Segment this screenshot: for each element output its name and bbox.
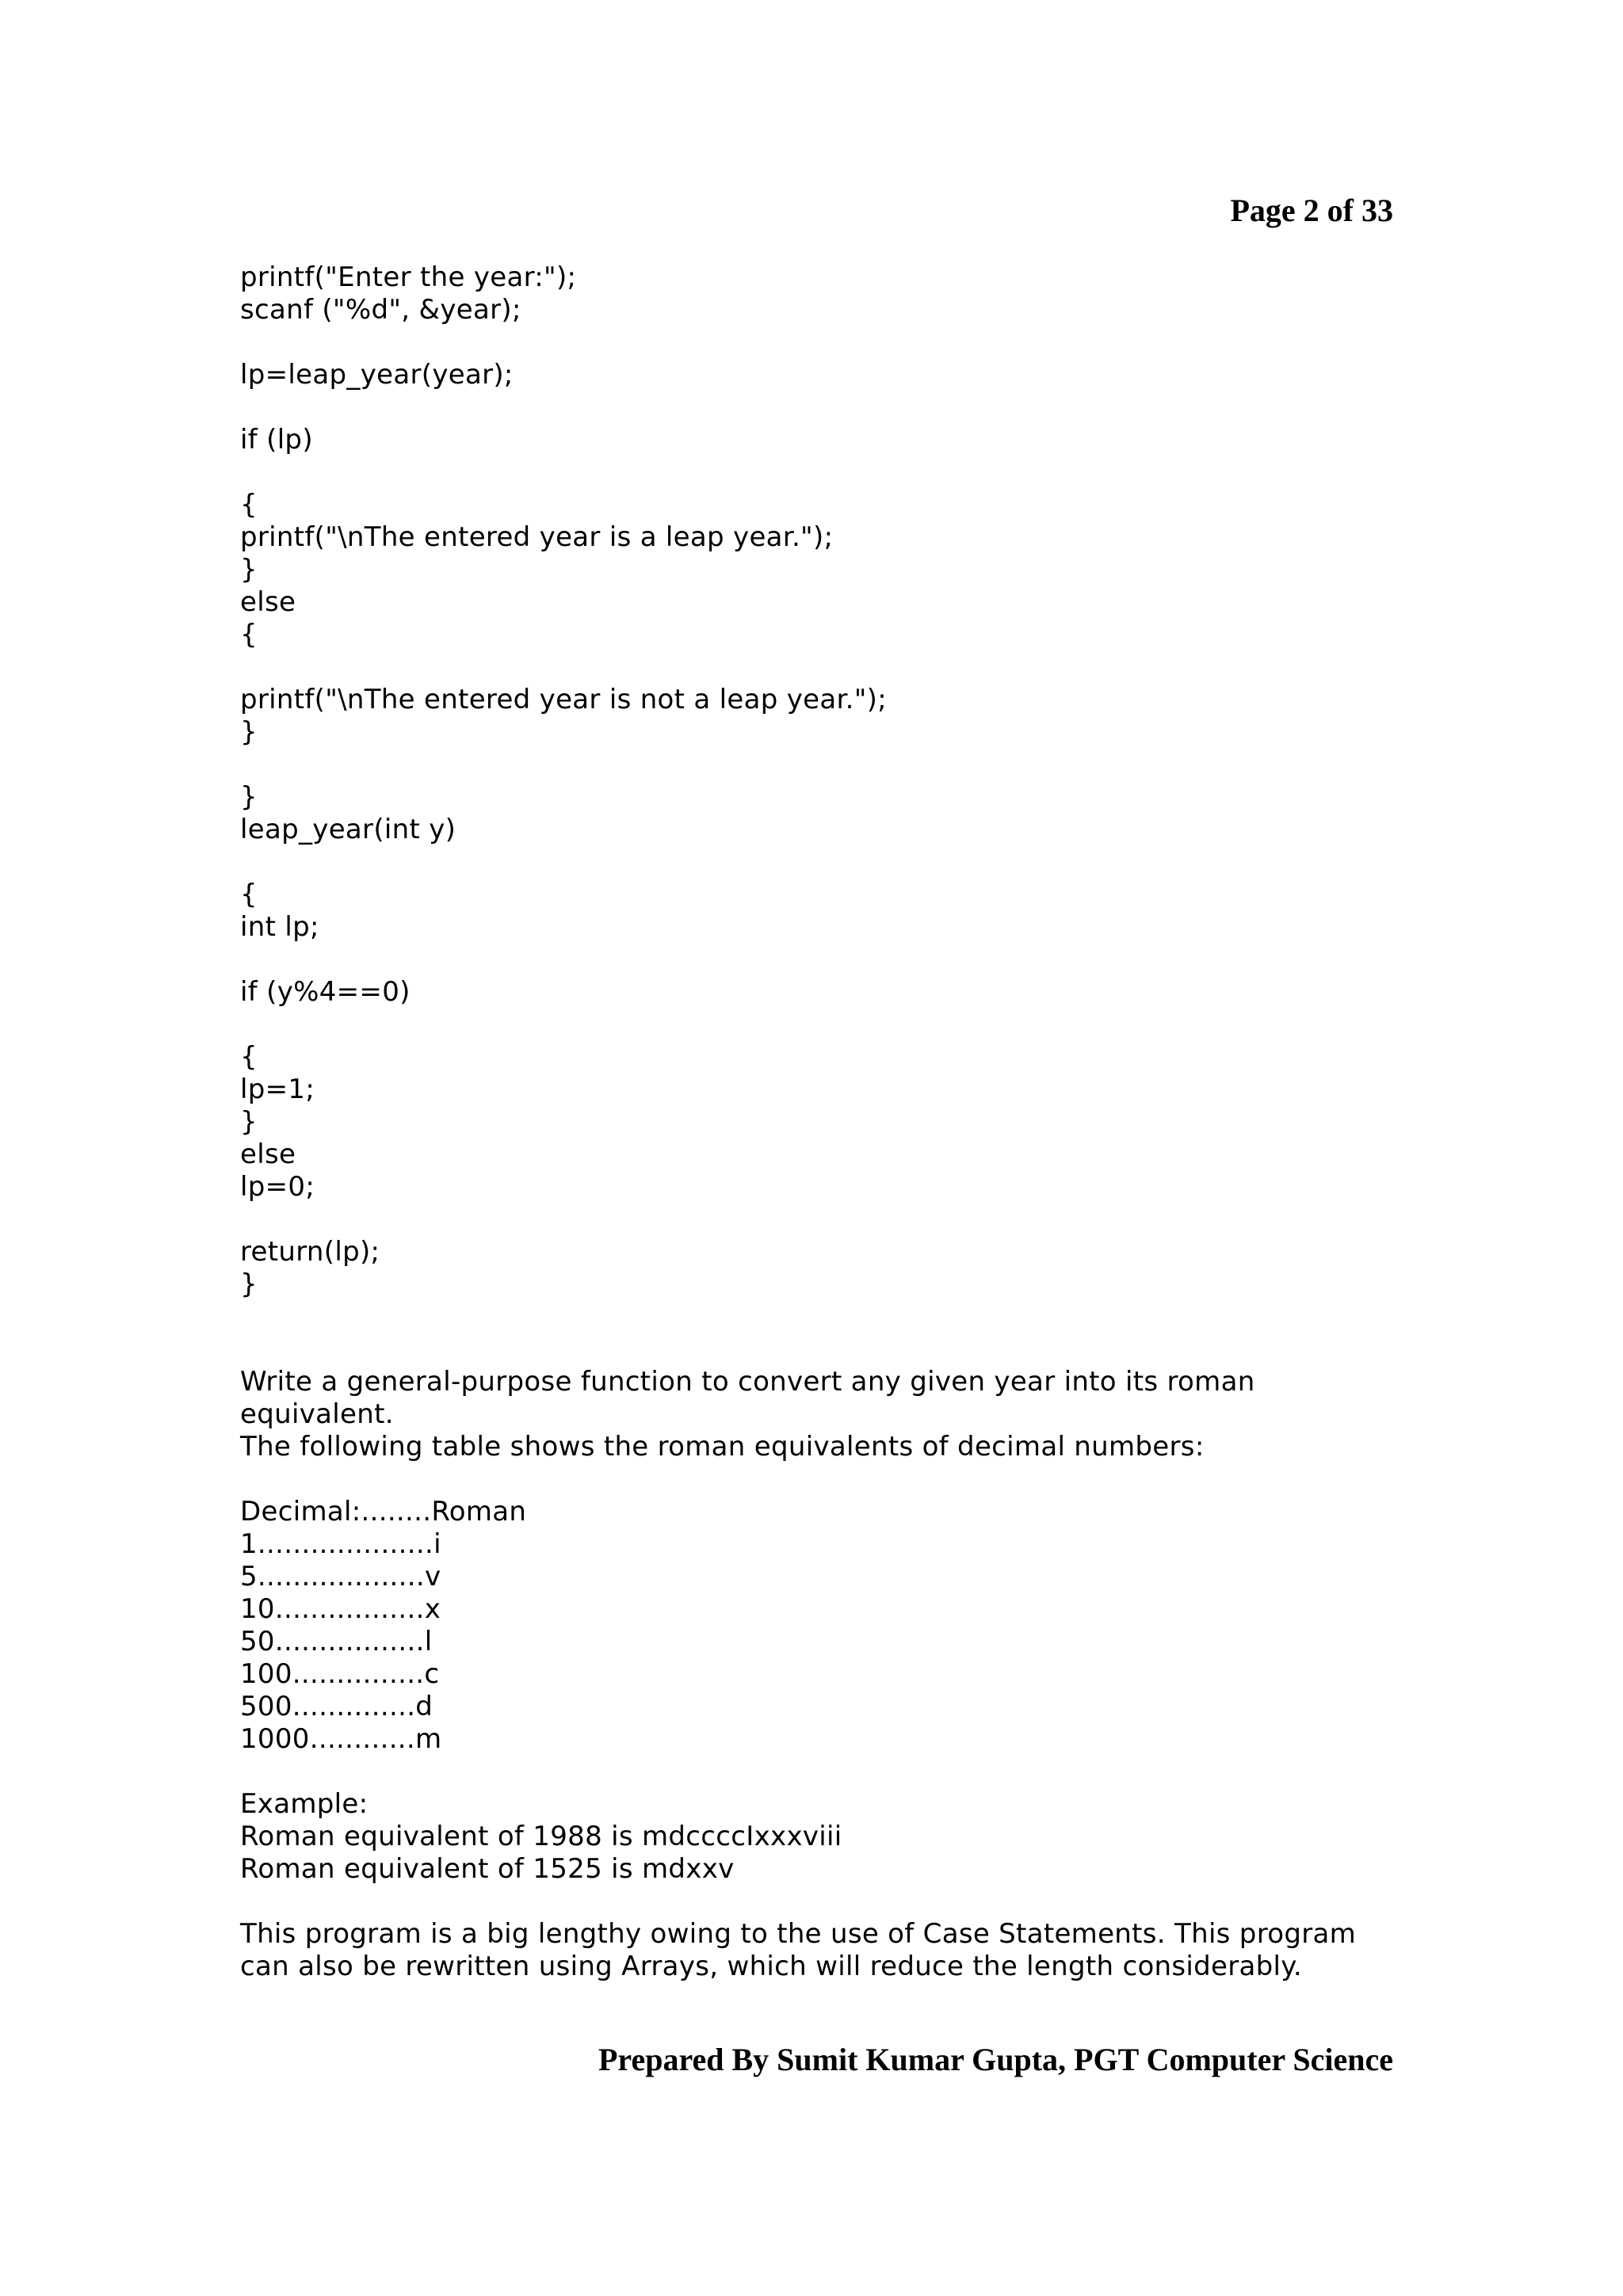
blank-line — [240, 1009, 1397, 1041]
code-line: return(lp); — [240, 1236, 380, 1268]
code-line: scanf ("%d", &year); — [240, 294, 521, 326]
code-line: { — [240, 619, 258, 650]
blank-line — [240, 651, 1397, 684]
blank-line — [240, 391, 1397, 424]
code-line: } — [240, 1106, 258, 1138]
example-label: Example: — [240, 1788, 369, 1820]
task-description: Write a general-purpose function to convert any given year into its roman equivalent. — [240, 1366, 1255, 1430]
code-line: } — [240, 781, 258, 813]
code-line: int lp; — [240, 911, 319, 943]
code-line: else — [240, 1138, 296, 1170]
blank-line — [240, 1463, 1397, 1496]
code-line: lp=1; — [240, 1074, 315, 1105]
code-line: } — [240, 554, 258, 585]
note-paragraph: This program is a big lengthy owing to the use of Case Statements. This program can also be rewritten using Arrays, which will reduce the length considerably. — [240, 1918, 1357, 1982]
code-line: printf("\nThe entered year is not a leap year."); — [240, 684, 888, 715]
example-line: Roman equivalent of 1988 is mdccccIxxxviii — [240, 1821, 842, 1852]
blank-line — [240, 944, 1397, 976]
code-line: { — [240, 879, 258, 910]
blank-line — [240, 749, 1397, 781]
roman-table-row: 100...............c — [240, 1658, 440, 1690]
code-line: { — [240, 489, 258, 521]
code-line: leap_year(int y) — [240, 814, 456, 845]
code-line: } — [240, 1268, 258, 1300]
roman-table-row: 5...................v — [240, 1561, 441, 1592]
blank-line — [240, 1203, 1397, 1236]
table-intro: The following table shows the roman equivalents of decimal numbers: — [240, 1431, 1205, 1463]
blank-line — [240, 1886, 1397, 1918]
roman-table-row: 1....................i — [240, 1528, 441, 1560]
code-line: lp=leap_year(year); — [240, 359, 514, 391]
author-footer: Prepared By Sumit Kumar Gupta, PGT Computer Science — [598, 2042, 1393, 2077]
code-line: printf("Enter the year:"); — [240, 261, 577, 293]
roman-table-row: 10.................x — [240, 1593, 441, 1625]
code-line: printf("\nThe entered year is a leap year."); — [240, 521, 834, 553]
code-line: { — [240, 1041, 258, 1073]
blank-line — [240, 326, 1397, 359]
code-line: else — [240, 586, 296, 618]
document-body — [240, 261, 1397, 1983]
section-gap — [240, 1301, 1397, 1366]
roman-table-header: Decimal:........Roman — [240, 1496, 527, 1527]
roman-table-row: 50.................l — [240, 1626, 433, 1657]
roman-table-row: 1000............m — [240, 1723, 442, 1755]
blank-line — [240, 846, 1397, 879]
code-line: } — [240, 716, 258, 748]
code-line: lp=0; — [240, 1171, 315, 1203]
code-line: if (lp) — [240, 424, 313, 456]
example-line: Roman equivalent of 1525 is mdxxv — [240, 1853, 735, 1885]
roman-table-row: 500..............d — [240, 1691, 433, 1722]
blank-line — [240, 1756, 1397, 1788]
blank-line — [240, 456, 1397, 489]
page-number-header: Page 2 of 33 — [1230, 193, 1393, 228]
code-line: if (y%4==0) — [240, 976, 411, 1008]
